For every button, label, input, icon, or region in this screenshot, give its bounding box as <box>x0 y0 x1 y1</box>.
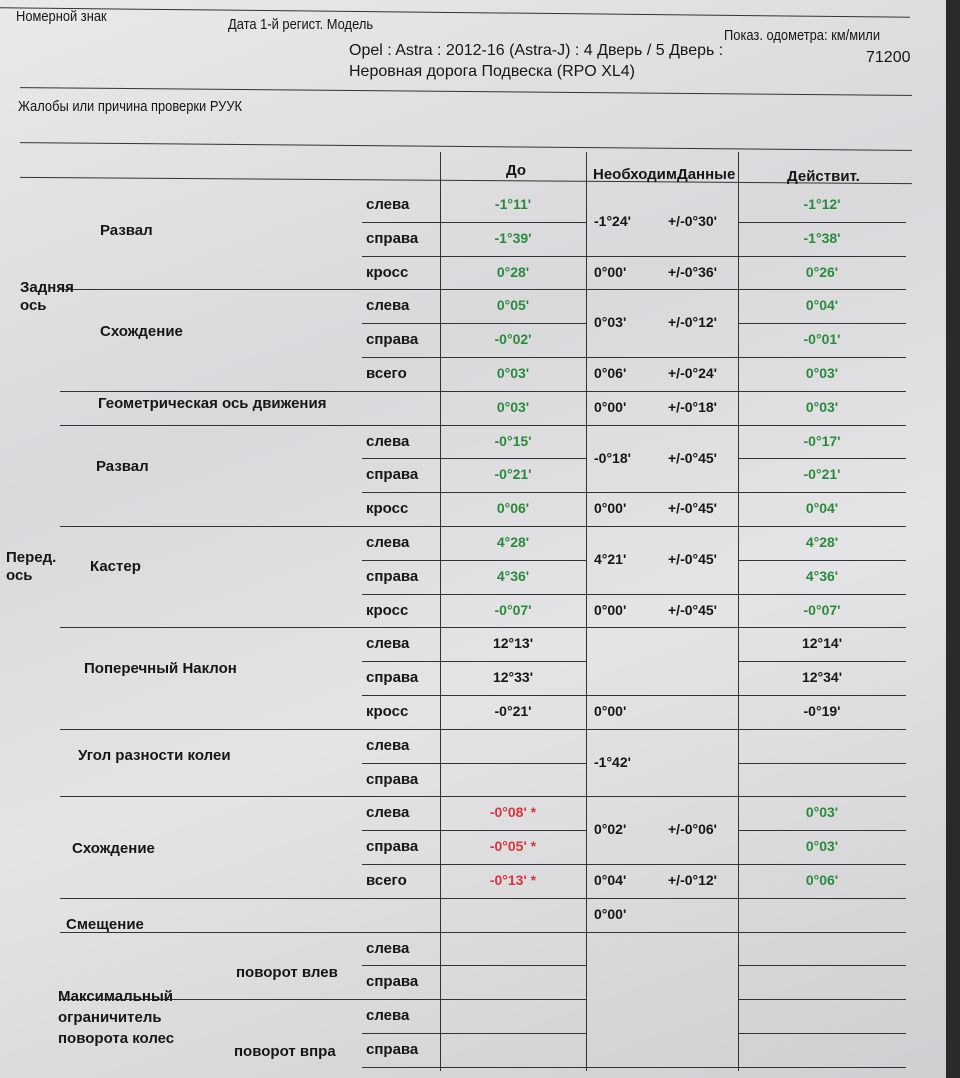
actual-value: 0°04' <box>805 500 839 517</box>
actual-value <box>738 763 906 796</box>
before-value <box>440 932 586 965</box>
row-side-label <box>366 898 436 931</box>
actual-value: 0°06' <box>805 872 839 888</box>
before-value: -1°11' <box>494 196 532 212</box>
before-value: -0°13' * <box>489 872 537 888</box>
group-rear-axle: Задняя ось <box>20 279 74 314</box>
spec-tolerance: +/-0°45' <box>668 449 718 466</box>
spec-tolerance: +/-0°45' <box>668 550 718 567</box>
reg-model-label: Дата 1-й регист. Модель <box>228 16 374 33</box>
column-before: До <box>506 162 527 179</box>
actual-value: -1°38' <box>803 229 841 246</box>
before-value: 0°06' <box>496 500 530 517</box>
spec-value: 0°00' <box>594 601 627 618</box>
section-front-camber: Развал <box>96 458 149 475</box>
row-side-label: слева <box>366 635 410 653</box>
spec-tolerance: +/-0°30' <box>668 212 718 229</box>
suspension-type: Неровная дорога Подвеска (RPO XL4) <box>349 63 635 80</box>
spec-value: 0°00' <box>594 905 627 922</box>
row-divider <box>362 1067 586 1068</box>
spec-value: 0°00' <box>594 703 627 719</box>
divider <box>20 142 912 151</box>
row-side-label <box>366 391 436 424</box>
row-divider <box>586 729 738 730</box>
before-value: -0°21' <box>494 466 532 483</box>
before-value: -0°05' * <box>489 838 537 855</box>
section-thrust-angle: Геометрическая ось движения <box>98 395 327 412</box>
section-rear-toe: Схождение <box>100 323 183 340</box>
row-side-label: слева <box>366 432 410 450</box>
row-side-label: справа <box>366 567 419 585</box>
row-divider <box>586 627 738 628</box>
plate-label: Номерной знак <box>16 8 107 25</box>
spec-value: 0°04' <box>594 872 627 888</box>
before-value: 0°05' <box>496 297 530 314</box>
row-side-label: всего <box>366 872 407 889</box>
actual-value: -0°19' <box>803 703 841 719</box>
before-value: 0°28' <box>496 263 530 280</box>
actual-value: 0°03' <box>805 804 839 821</box>
divider <box>20 87 912 96</box>
before-value <box>440 1033 586 1066</box>
row-side-label: справа <box>366 1041 419 1058</box>
complaints-label: Жалобы или причина проверки РУУК <box>18 98 243 115</box>
row-divider <box>738 1067 906 1068</box>
row-side-label: справа <box>366 770 419 788</box>
row-side-label: кросс <box>366 263 409 281</box>
column-spec: НеобходимДанные <box>593 166 736 183</box>
spec-tolerance: +/-0°24' <box>668 365 718 381</box>
row-divider <box>586 796 738 797</box>
actual-value: 12°34' <box>801 669 843 686</box>
spec-tolerance: +/-0°45' <box>668 601 718 618</box>
row-side-label: слева <box>366 196 410 213</box>
before-value: 0°03' <box>496 398 530 415</box>
group-front-axle: Перед. ось <box>6 549 57 584</box>
actual-value <box>738 1033 906 1066</box>
before-value: 4°36' <box>496 567 530 584</box>
row-side-label: слева <box>366 297 410 315</box>
before-value <box>440 965 586 998</box>
before-value: 4°28' <box>496 534 530 550</box>
actual-value: 0°03' <box>805 838 839 855</box>
before-value: -0°02' <box>494 331 532 348</box>
spec-tolerance: +/-0°18' <box>668 398 718 415</box>
row-side-label: кросс <box>366 601 409 619</box>
section-sai: Поперечный Наклон <box>84 660 237 677</box>
row-divider <box>586 932 738 933</box>
spec-tolerance: +/-0°06' <box>668 821 718 838</box>
section-setback: Смещение <box>66 916 144 933</box>
section-rear-camber: Развал <box>100 222 153 239</box>
row-side-label: справа <box>366 229 419 247</box>
before-value: -0°07' <box>494 601 532 618</box>
actual-value: 12°14' <box>801 635 843 652</box>
row-side-label: слева <box>366 736 410 754</box>
actual-value: -0°17' <box>803 432 841 449</box>
actual-value <box>738 898 906 931</box>
section-turn-left: поворот влев <box>236 964 338 981</box>
spec-value: 0°02' <box>594 821 627 838</box>
row-side-label: справа <box>366 466 419 484</box>
actual-value <box>738 729 906 762</box>
spec-value: -1°24' <box>594 212 631 229</box>
vehicle-model: Opel : Astra : 2012-16 (Astra-J) : 4 Дверь / 5 Дверь : <box>349 42 724 59</box>
row-divider <box>586 1067 738 1068</box>
row-side-label: слева <box>366 534 410 551</box>
row-side-label: справа <box>366 973 419 991</box>
spec-tolerance: +/-0°45' <box>668 500 718 517</box>
actual-value <box>738 965 906 998</box>
divider <box>0 7 910 18</box>
row-divider <box>586 425 738 426</box>
actual-value: 0°03' <box>805 365 839 381</box>
section-toe-difference: Угол разности колеи <box>78 747 231 764</box>
before-value: 0°03' <box>496 365 530 381</box>
actual-value: -0°07' <box>803 601 841 618</box>
row-side-label: всего <box>366 365 407 382</box>
row-divider <box>586 526 738 527</box>
actual-value: -1°12' <box>803 196 841 212</box>
spec-value: -0°18' <box>594 449 631 466</box>
spec-value: 0°06' <box>594 365 627 381</box>
spec-tolerance: +/-0°12' <box>668 314 718 331</box>
actual-value <box>738 999 906 1032</box>
before-value: 12°13' <box>492 635 534 652</box>
row-side-label: слева <box>366 1007 410 1025</box>
before-value <box>440 999 586 1032</box>
actual-value: 4°28' <box>805 534 839 550</box>
group-max-steering-limiter: Максимальный ограничитель поворота колес <box>58 988 175 1047</box>
actual-value <box>738 932 906 965</box>
row-side-label: справа <box>366 838 419 856</box>
spec-value: 0°00' <box>594 500 627 517</box>
spec-value: -1°42' <box>594 753 631 770</box>
spec-tolerance: +/-0°12' <box>668 872 718 888</box>
row-side-label: справа <box>366 669 419 687</box>
odometer-value: 71200 <box>866 49 911 66</box>
actual-value: 4°36' <box>805 567 839 584</box>
row-side-label: справа <box>366 331 419 349</box>
photo-edge <box>946 0 960 1078</box>
row-divider <box>586 289 738 290</box>
before-value: -0°15' <box>494 432 532 449</box>
section-caster: Кастер <box>90 558 141 575</box>
before-value: -0°21' <box>494 703 532 719</box>
row-side-label: слева <box>366 804 410 822</box>
divider <box>20 177 912 184</box>
actual-value: -0°21' <box>803 466 841 483</box>
column-actual: Действит. <box>787 168 860 185</box>
before-value <box>440 898 586 931</box>
before-value <box>440 729 586 762</box>
section-front-toe: Схождение <box>72 840 155 857</box>
row-side-label: кросс <box>366 703 409 720</box>
spec-tolerance: +/-0°36' <box>668 263 718 280</box>
row-side-label: кросс <box>366 500 409 518</box>
actual-value: 0°26' <box>805 263 839 280</box>
before-value <box>440 763 586 796</box>
actual-value: 0°03' <box>805 398 839 415</box>
before-value: -0°08' * <box>489 804 537 821</box>
actual-value: 0°04' <box>805 297 839 314</box>
spec-value: 4°21' <box>594 550 627 567</box>
before-value: -1°39' <box>494 229 532 246</box>
row-side-label: слева <box>366 939 410 957</box>
actual-value: -0°01' <box>803 331 841 348</box>
spec-value: 0°03' <box>594 314 627 331</box>
spec-value: 0°00' <box>594 398 627 415</box>
section-turn-right: поворот впра <box>234 1043 336 1060</box>
before-value: 12°33' <box>492 669 534 686</box>
odometer-label: Показ. одометра: км/мили <box>724 27 881 44</box>
spec-value: 0°00' <box>594 263 627 280</box>
